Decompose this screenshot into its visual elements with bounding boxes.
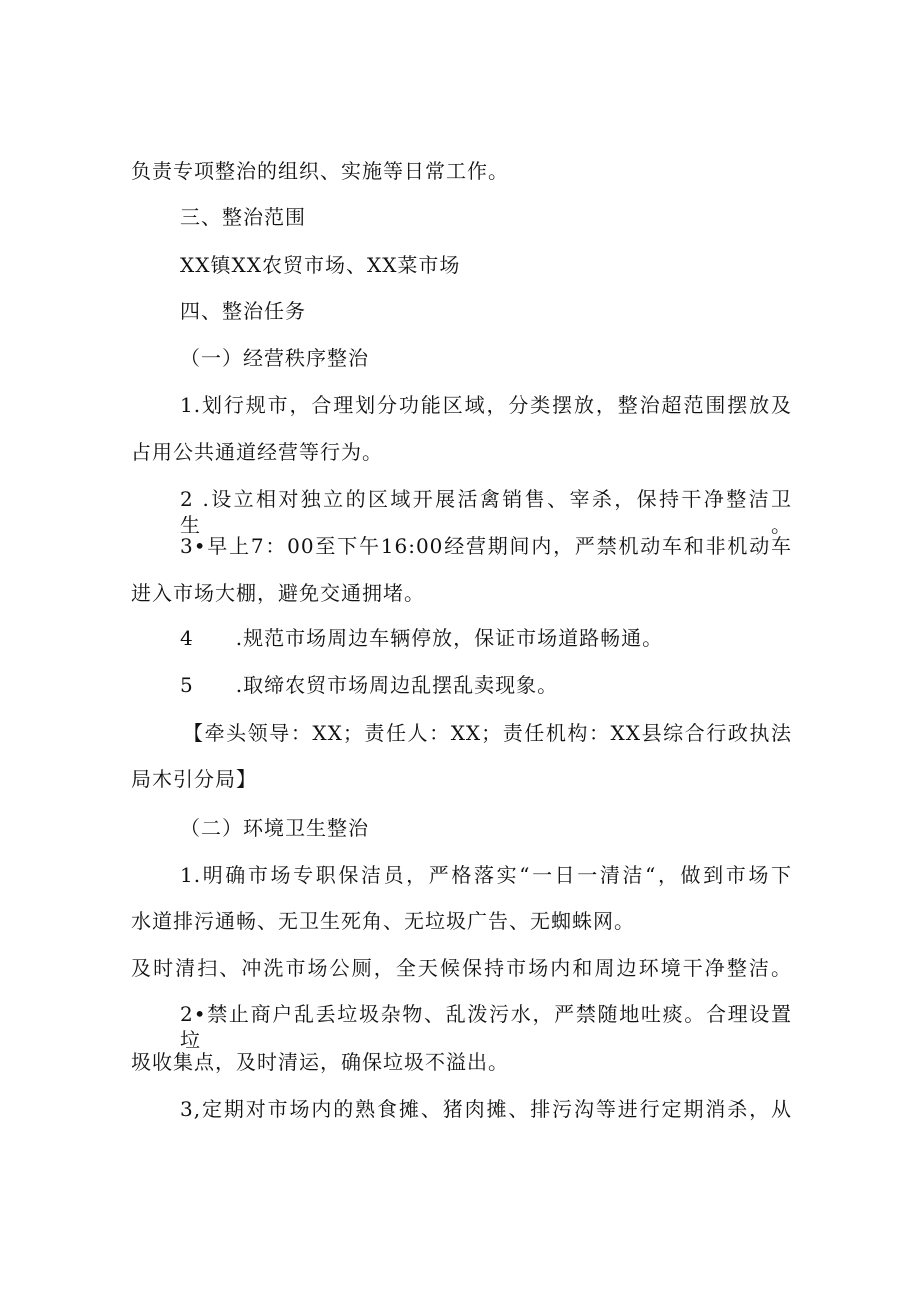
text-line-item-5: 5 .取缔农贸市场周边乱摆乱卖现象。 [180, 673, 559, 697]
subheading-business-order: （一）经营秩序整治 [180, 346, 369, 370]
text-line-item-4: 4 .规范市场周边车辆停放，保证市场道路畅通。 [180, 626, 664, 650]
text-line-sanitation-2b: 圾收集点，及时清运，确保垃圾不溢出。 [131, 1050, 509, 1074]
text-line-sanitation-1c: 及时清扫、冲洗市场公厕，全天候保持市场内和周边环境干净整洁。 [131, 956, 792, 980]
subheading-sanitation: （二）环境卫生整治 [180, 816, 369, 840]
text-line-item-2: 2 .设立相对独立的区域开展活禽销售、宰杀，保持干净整洁卫生。 [180, 487, 792, 537]
text-line-item-3b: 进入市场大棚，避免交通拥堵。 [131, 581, 425, 605]
text-line-item-1a: 1.划行规市，合理划分功能区域，分类摆放，整治超范围摆放及 [180, 393, 792, 417]
text-line-sanitation-2a: 2•禁止商户乱丢垃圾杂物、乱泼污水，严禁随地吐痰。合理设置垃 [180, 1002, 792, 1052]
text-line-sanitation-1a: 1.明确市场专职保洁员，严格落实“一日一清洁“，做到市场下 [180, 863, 792, 887]
text-line-scope-content: XX镇XX农贸市场、XX菜市场 [180, 253, 461, 277]
text-line-sanitation-1b: 水道排污通畅、无卫生死角、无垃圾广告、无蜘蛛网。 [131, 909, 635, 933]
text-line-item-3a: 3•早上7：00至下午16:00经营期间内，严禁机动车和非机动车 [180, 534, 792, 558]
heading-tasks: 四、整治任务 [180, 299, 306, 323]
heading-scope: 三、整治范围 [180, 205, 306, 229]
text-line-continuation: 负责专项整治的组织、实施等日常工作。 [131, 159, 509, 183]
text-line-item-1b: 占用公共通道经营等行为。 [131, 440, 383, 464]
text-line-sanitation-3a: 3,定期对市场内的熟食摊、猪肉摊、排污沟等进行定期消杀，从 [180, 1097, 792, 1121]
text-line-responsibility-b: 局木引分局】 [131, 767, 257, 791]
text-line-responsibility-a: 【牵头领导：XX；责任人：XX；责任机构：XX县综合行政执法 [183, 721, 792, 745]
